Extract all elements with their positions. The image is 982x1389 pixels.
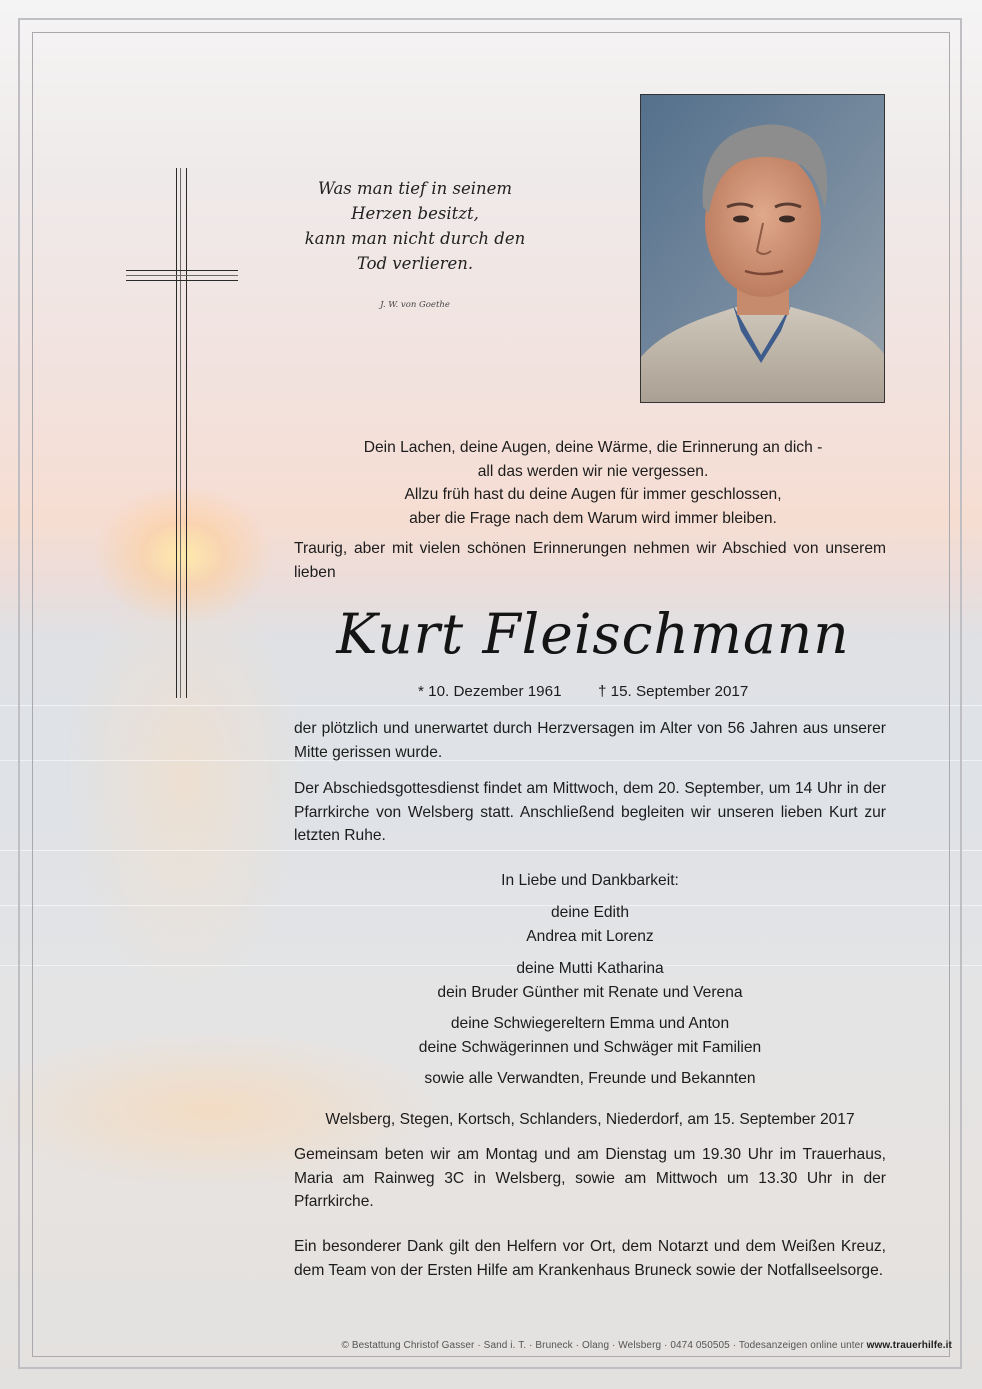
mourners-group bbox=[294, 957, 886, 1004]
poem-line: Dein Lachen, deine Augen, deine Wärme, die Erinnerung an dich - bbox=[363, 439, 823, 456]
quote-line: kann man nicht durch den bbox=[304, 229, 526, 248]
mourners-group bbox=[294, 1012, 886, 1059]
mourner-line: deine Schwiegereltern Emma und Anton bbox=[450, 1015, 730, 1032]
cause-text: der plötzlich und unerwartet durch Herzversagen im Alter von 56 Jahren aus unserer Mitte gerissen wurde. bbox=[294, 720, 886, 761]
mourners-heading: In Liebe und Dankbarkeit: bbox=[501, 872, 679, 889]
service-text: Der Abschiedsgottesdienst findet am Mittwoch, dem 20. September, um 14 Uhr in der Pfarrkirche von Welsberg statt. Anschließend begleiten wir unseren lieben Kurt zur letzten Ruhe. bbox=[294, 780, 886, 844]
prayer-text: Gemeinsam beten wir am Montag und am Dienstag um 19.30 Uhr im Trauerhaus, Maria am Rainweg 3C in Welsberg, sowie am Mittwoch um 13.30 Uhr in der Pfarrkirche. bbox=[294, 1146, 886, 1210]
footer bbox=[40, 1340, 952, 1351]
mourner-line: Andrea mit Lorenz bbox=[526, 927, 654, 945]
deceased-name: Kurt Fleischmann bbox=[336, 602, 850, 666]
mourner-line: deine Mutti Katharina bbox=[516, 960, 664, 977]
quote-line: Herzen besitzt, bbox=[351, 204, 479, 223]
mourner-line: sowie alle Verwandten, Freunde und Bekannten bbox=[424, 1070, 756, 1087]
announcement-text: Traurig, aber mit vielen schönen Erinnerungen nehmen wir Abschied von unserem lieben bbox=[294, 540, 886, 581]
poem-line: Allzu früh hast du deine Augen für immer geschlossen, bbox=[404, 486, 782, 503]
cross-horizontal-bar bbox=[126, 270, 238, 281]
poem-line: all das werden wir nie vergessen. bbox=[477, 462, 709, 480]
portrait-photo bbox=[640, 94, 885, 403]
mourners-group bbox=[294, 1067, 886, 1091]
cross-vertical-bar bbox=[176, 168, 187, 698]
mourner-line: deine Edith bbox=[550, 904, 630, 921]
footer-website-link[interactable]: www.trauerhilfe.it bbox=[866, 1340, 952, 1351]
goethe-quote bbox=[300, 176, 530, 276]
quote-line: Was man tief in seinem bbox=[317, 179, 513, 198]
quote-line: Tod verlieren. bbox=[356, 254, 474, 273]
mourner-line: dein Bruder Günther mit Renate und Verena bbox=[437, 983, 743, 1001]
birth-date: * 10. Dezember 1961 bbox=[418, 683, 562, 700]
thanks-text: Ein besonderer Dank gilt den Helfern vor Ort, dem Notarzt und dem Weißen Kreuz, dem Team von der Ersten Hilfe am Krankenhaus Bruneck sowie der Notfallseelsorge. bbox=[294, 1238, 886, 1279]
death-date: † 15. September 2017 bbox=[598, 683, 749, 700]
mourner-line: deine Schwägerinnen und Schwäger mit Familien bbox=[418, 1038, 762, 1056]
intro-poem bbox=[300, 436, 886, 530]
quote-author: J. W. von Goethe bbox=[380, 300, 450, 310]
place-date: Welsberg, Stegen, Kortsch, Schlanders, Niederdorf, am 15. September 2017 bbox=[325, 1111, 855, 1128]
mourners-group bbox=[294, 901, 886, 948]
poem-line: aber die Frage nach dem Warum wird immer bleiben. bbox=[409, 509, 777, 527]
footer-text: © Bestattung Christof Gasser · Sand i. T. · Bruneck · Olang · Welsberg · 0474 050505 · Todesanzeigen online unter bbox=[341, 1340, 864, 1351]
